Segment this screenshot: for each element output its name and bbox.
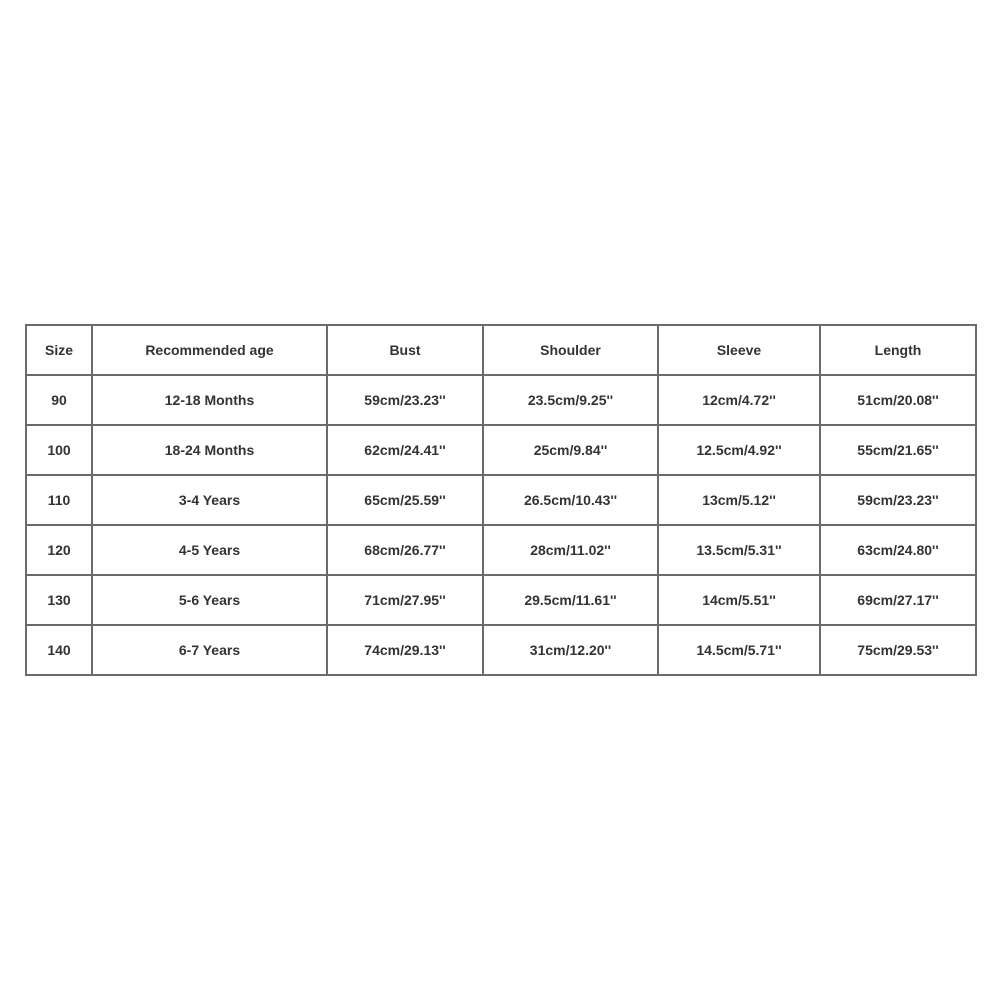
header-length: Length (820, 325, 976, 375)
cell-shoulder: 31cm/12.20'' (483, 625, 658, 675)
cell-shoulder: 23.5cm/9.25'' (483, 375, 658, 425)
cell-shoulder: 29.5cm/11.61'' (483, 575, 658, 625)
table-header-row (26, 325, 976, 375)
cell-size: 120 (26, 525, 92, 575)
cell-sleeve: 12cm/4.72'' (658, 375, 820, 425)
cell-shoulder: 28cm/11.02'' (483, 525, 658, 575)
header-shoulder: Shoulder (483, 325, 658, 375)
cell-bust: 68cm/26.77'' (327, 525, 483, 575)
cell-recommended-age: 3-4 Years (92, 475, 327, 525)
header-bust: Bust (327, 325, 483, 375)
header-size: Size (26, 325, 92, 375)
cell-recommended-age: 12-18 Months (92, 375, 327, 425)
cell-shoulder: 25cm/9.84'' (483, 425, 658, 475)
table-row (26, 525, 976, 575)
cell-recommended-age: 6-7 Years (92, 625, 327, 675)
cell-length: 75cm/29.53'' (820, 625, 976, 675)
cell-sleeve: 13.5cm/5.31'' (658, 525, 820, 575)
cell-length: 55cm/21.65'' (820, 425, 976, 475)
table-row (26, 475, 976, 525)
cell-size: 100 (26, 425, 92, 475)
cell-sleeve: 14cm/5.51'' (658, 575, 820, 625)
cell-bust: 71cm/27.95'' (327, 575, 483, 625)
cell-bust: 74cm/29.13'' (327, 625, 483, 675)
cell-sleeve: 12.5cm/4.92'' (658, 425, 820, 475)
cell-bust: 59cm/23.23'' (327, 375, 483, 425)
table-row (26, 625, 976, 675)
cell-bust: 65cm/25.59'' (327, 475, 483, 525)
table-row (26, 375, 976, 425)
table-row (26, 425, 976, 475)
cell-bust: 62cm/24.41'' (327, 425, 483, 475)
cell-shoulder: 26.5cm/10.43'' (483, 475, 658, 525)
cell-length: 51cm/20.08'' (820, 375, 976, 425)
cell-sleeve: 13cm/5.12'' (658, 475, 820, 525)
cell-size: 110 (26, 475, 92, 525)
size-chart-table (25, 324, 977, 676)
cell-size: 130 (26, 575, 92, 625)
cell-length: 59cm/23.23'' (820, 475, 976, 525)
header-recommended-age: Recommended age (92, 325, 327, 375)
cell-recommended-age: 4-5 Years (92, 525, 327, 575)
header-sleeve: Sleeve (658, 325, 820, 375)
cell-recommended-age: 18-24 Months (92, 425, 327, 475)
cell-recommended-age: 5-6 Years (92, 575, 327, 625)
table-row (26, 575, 976, 625)
cell-length: 63cm/24.80'' (820, 525, 976, 575)
cell-sleeve: 14.5cm/5.71'' (658, 625, 820, 675)
cell-length: 69cm/27.17'' (820, 575, 976, 625)
cell-size: 90 (26, 375, 92, 425)
cell-size: 140 (26, 625, 92, 675)
